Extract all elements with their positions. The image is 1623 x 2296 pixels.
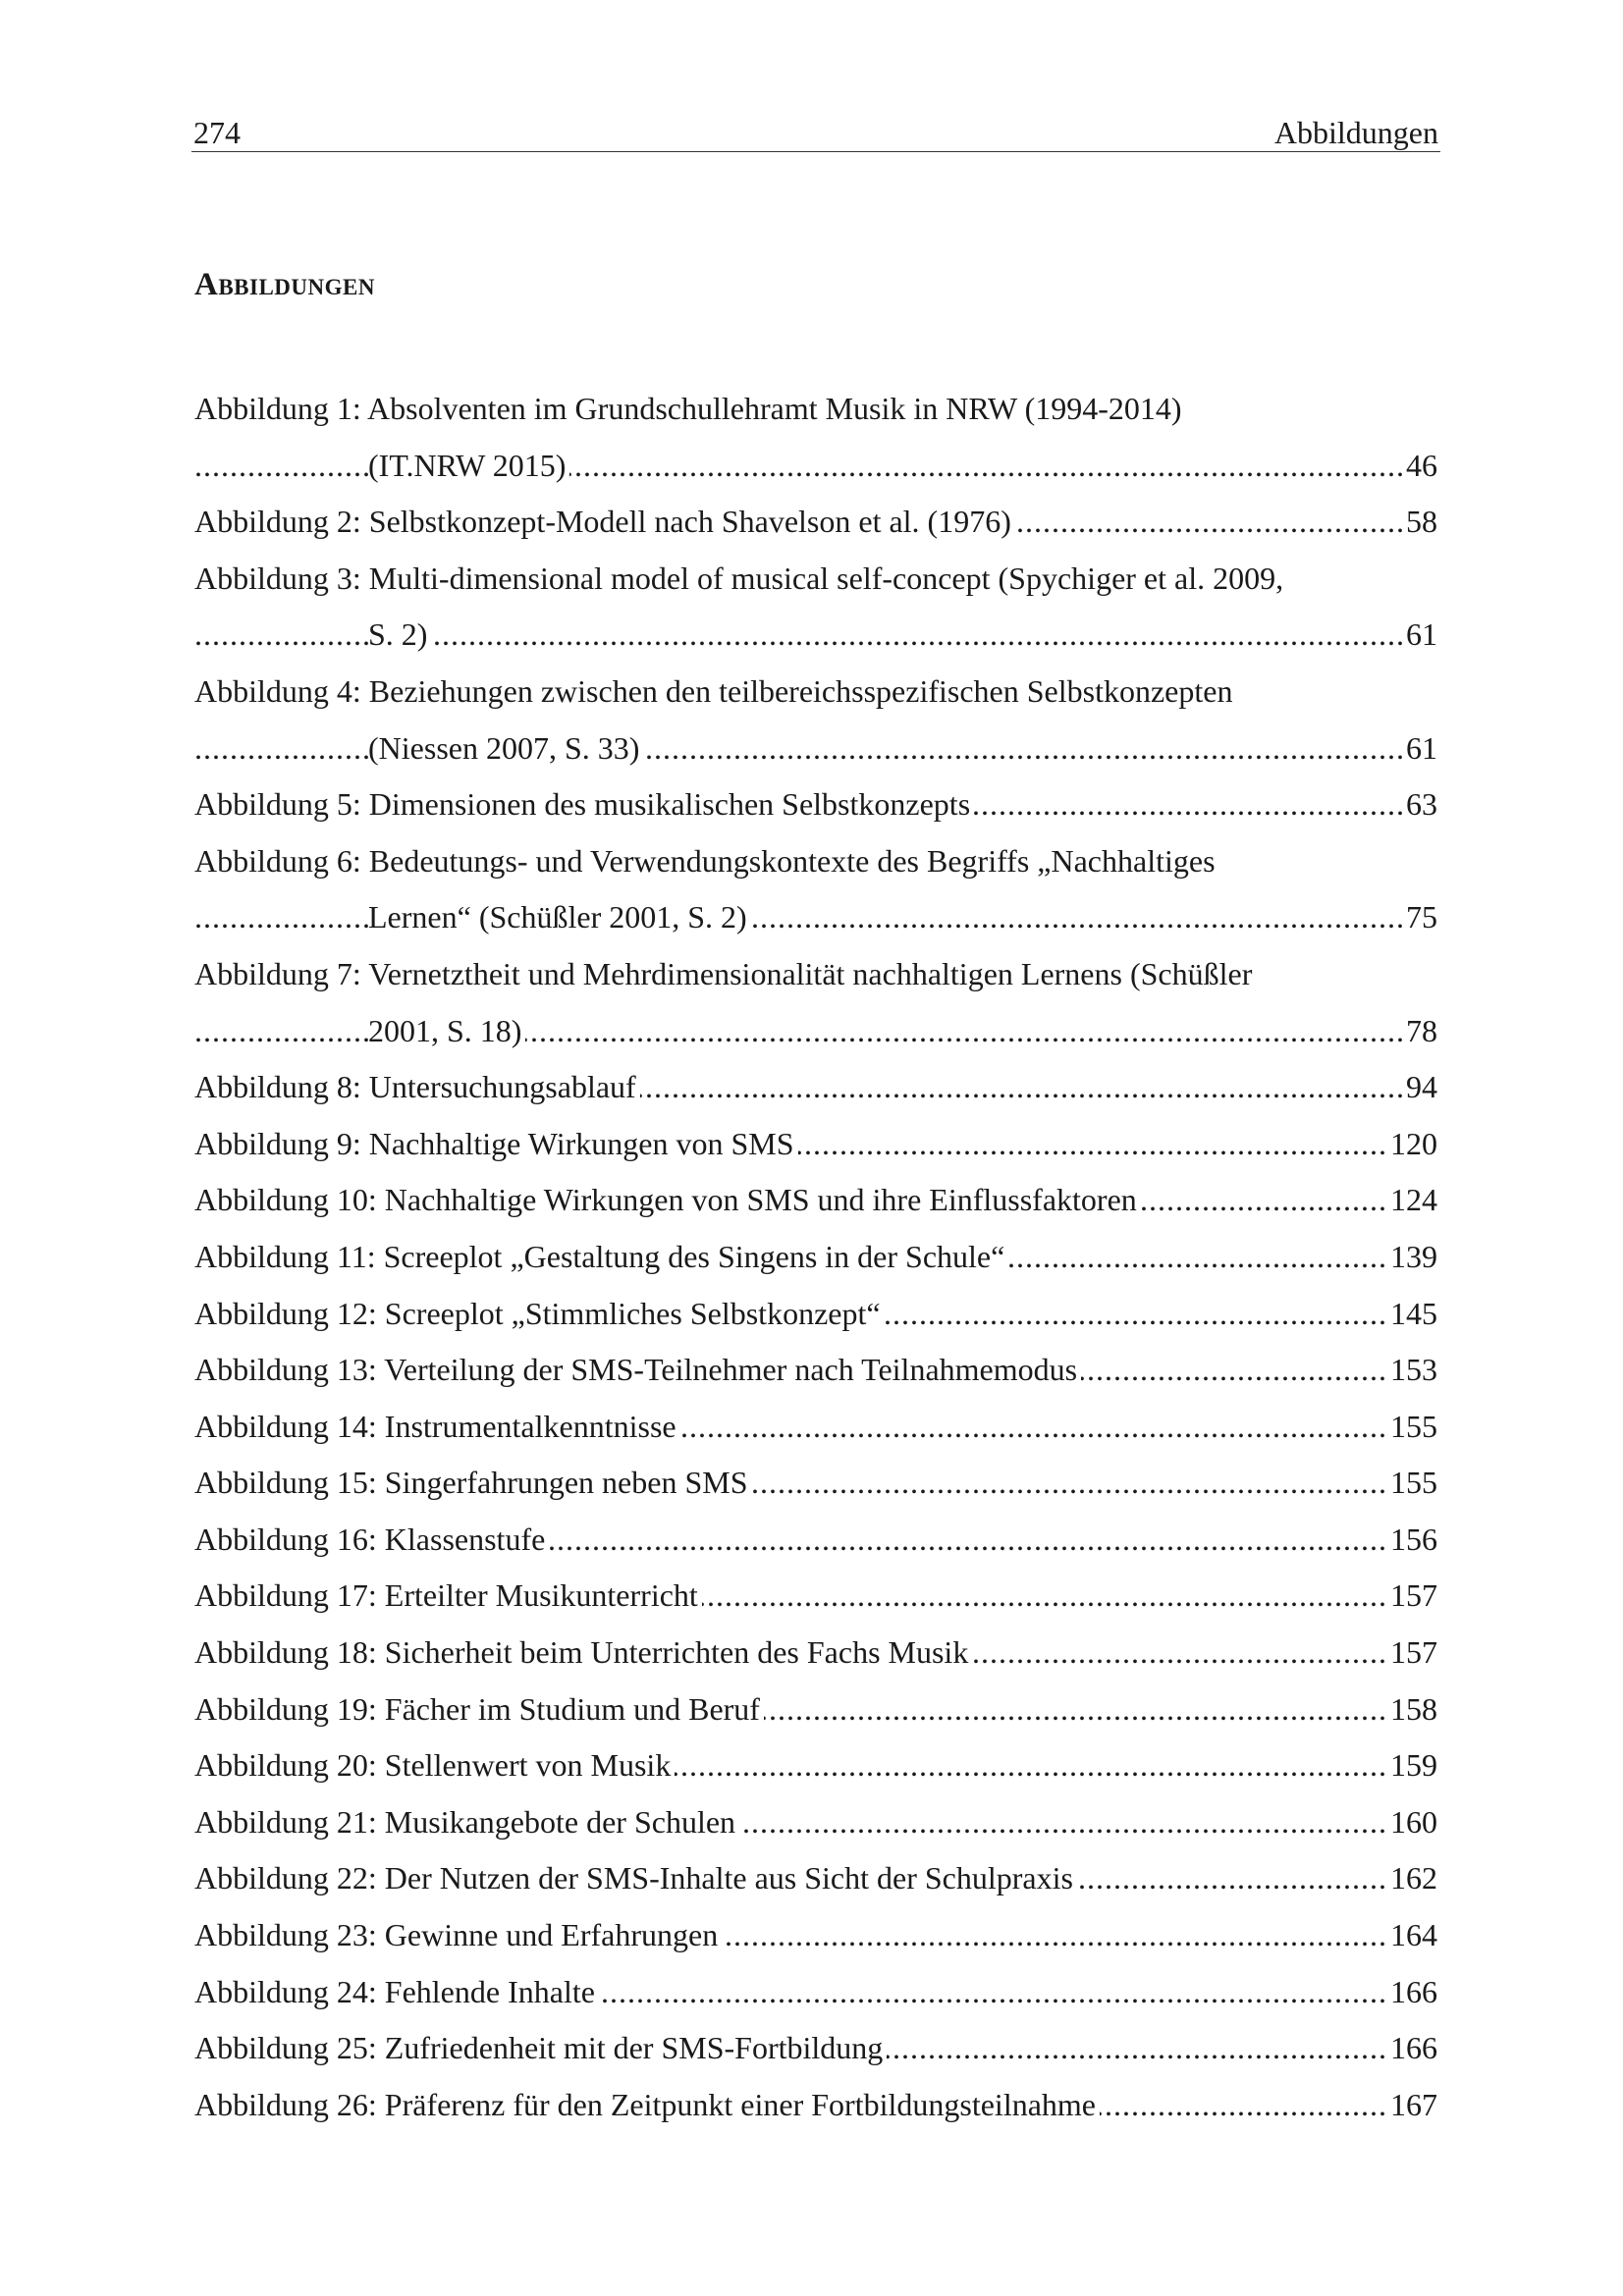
toc-entry (194, 2087, 1437, 2144)
toc-entry-page: 153 (1387, 1352, 1437, 1388)
toc-entry-label: Abbildung 25: Zufriedenheit mit der SMS-Fortbildung (194, 2030, 887, 2066)
toc-entry (194, 1691, 1437, 1748)
toc-entry-label: Abbildung 3: Multi-dimensional model of musical self-concept (Spychiger et al. 2009, (194, 561, 1287, 597)
toc-entry (194, 391, 1437, 448)
toc-entry-label: Abbildung 18: Sicherheit beim Unterrichten des Fachs Musik (194, 1634, 972, 1671)
toc-entry (194, 1069, 1437, 1126)
toc-entry-label: Abbildung 8: Untersuchungsablauf (194, 1069, 640, 1105)
toc-entry (194, 1465, 1437, 1522)
toc-entry-label: Abbildung 20: Stellenwert von Musik (194, 1747, 675, 1784)
toc-entry (194, 1522, 1437, 1578)
toc-entry-page: 156 (1387, 1522, 1437, 1558)
toc-entry-label: Abbildung 11: Screeplot „Gestaltung des Singens in der Schule“ (194, 1239, 1008, 1275)
toc-entry-label: Abbildung 4: Beziehungen zwischen den teilbereichsspezifischen Selbstkonzepten (194, 673, 1236, 710)
toc-entry (194, 561, 1437, 617)
toc-entry-label-continued: 2001, S. 18) (368, 1013, 525, 1049)
toc-entry (194, 1296, 1437, 1353)
toc-entry (194, 1126, 1437, 1183)
toc-entry (194, 1239, 1437, 1296)
running-header (191, 106, 1440, 152)
toc-entry (194, 1747, 1437, 1804)
running-title: Abbildungen (1273, 115, 1438, 150)
toc-entry-label: Abbildung 21: Musikangebote der Schulen (194, 1804, 739, 1841)
toc-entry (194, 843, 1437, 900)
toc-entry-label: Abbildung 7: Vernetztheit und Mehrdimensionalität nachhaltigen Lernens (Schüßler (194, 956, 1256, 992)
toc-entry-page: 139 (1387, 1239, 1437, 1275)
toc-entry-continuation (194, 448, 1437, 505)
toc-entry (194, 1804, 1437, 1861)
toc-entry-page: 46 (1403, 448, 1437, 484)
toc-entry (194, 1182, 1437, 1239)
toc-entry-page: 58 (1403, 504, 1437, 540)
toc-entry (194, 1409, 1437, 1466)
toc-entry-label: Abbildung 1: Absolventen im Grundschullehramt Musik in NRW (1994-2014) (194, 391, 1186, 427)
toc-entry-label: Abbildung 19: Fächer im Studium und Beruf (194, 1691, 764, 1728)
toc-entry-label: Abbildung 10: Nachhaltige Wirkungen von SMS und ihre Einflussfaktoren (194, 1182, 1141, 1218)
toc-entry-label: Abbildung 26: Präferenz für den Zeitpunkt einer Fortbildungsteilnahme (194, 2087, 1100, 2123)
toc-entry-page: 166 (1387, 1974, 1437, 2010)
toc-entry-label: Abbildung 13: Verteilung der SMS-Teilnehmer nach Teilnahmemodus (194, 1352, 1081, 1388)
toc-entry-label: Abbildung 15: Singerfahrungen neben SMS (194, 1465, 752, 1501)
toc-entry (194, 1352, 1437, 1409)
toc-entry-page: 159 (1387, 1747, 1437, 1784)
toc-entry (194, 956, 1437, 1013)
toc-entry-page: 157 (1387, 1634, 1437, 1671)
toc-entry-continuation (194, 616, 1437, 673)
toc-entry (194, 504, 1437, 561)
toc-entry-label-continued: (Niessen 2007, S. 33) (368, 730, 643, 767)
toc-entry-page: 61 (1403, 730, 1437, 767)
list-of-figures (194, 391, 1437, 2143)
toc-entry-page: 155 (1387, 1465, 1437, 1501)
page-number: 274 (193, 115, 241, 150)
toc-entry-page: 145 (1387, 1296, 1437, 1332)
toc-entry-label: Abbildung 24: Fehlende Inhalte (194, 1974, 599, 2010)
toc-entry-page: 162 (1387, 1860, 1437, 1896)
toc-entry (194, 1577, 1437, 1634)
toc-entry-label: Abbildung 6: Bedeutungs- und Verwendungskontexte des Begriffs „Nachhaltiges (194, 843, 1219, 880)
toc-entry-continuation (194, 1013, 1437, 1070)
toc-entry-page: 158 (1387, 1691, 1437, 1728)
toc-entry-page: 166 (1387, 2030, 1437, 2066)
toc-entry-label: Abbildung 12: Screeplot „Stimmliches Selbstkonzept“ (194, 1296, 885, 1332)
toc-entry-page: 78 (1403, 1013, 1437, 1049)
toc-entry-label: Abbildung 23: Gewinne und Erfahrungen (194, 1917, 722, 1953)
toc-entry-label: Abbildung 2: Selbstkonzept-Modell nach Shavelson et al. (1976) (194, 504, 1015, 540)
toc-entry-page: 160 (1387, 1804, 1437, 1841)
toc-entry-label-continued: S. 2) (368, 616, 431, 653)
toc-entry-label: Abbildung 16: Klassenstufe (194, 1522, 549, 1558)
toc-entry-page: 75 (1403, 899, 1437, 935)
toc-entry-page: 164 (1387, 1917, 1437, 1953)
toc-entry-label-continued: Lernen“ (Schüßler 2001, S. 2) (368, 899, 751, 935)
toc-entry-continuation (194, 899, 1437, 956)
toc-entry (194, 1634, 1437, 1691)
toc-entry (194, 673, 1437, 730)
toc-entry-page: 124 (1387, 1182, 1437, 1218)
toc-entry-page: 157 (1387, 1577, 1437, 1614)
toc-entry (194, 2030, 1437, 2087)
toc-entry-label: Abbildung 9: Nachhaltige Wirkungen von SMS (194, 1126, 798, 1162)
toc-entry-page: 61 (1403, 616, 1437, 653)
toc-entry (194, 1860, 1437, 1917)
toc-entry-label: Abbildung 14: Instrumentalkenntnisse (194, 1409, 680, 1445)
toc-entry-page: 167 (1387, 2087, 1437, 2123)
toc-entry-label: Abbildung 17: Erteilter Musikunterricht (194, 1577, 702, 1614)
toc-entry (194, 1974, 1437, 2031)
section-heading: Abbildungen (194, 267, 375, 302)
toc-entry-page: 120 (1387, 1126, 1437, 1162)
toc-entry (194, 1917, 1437, 1974)
toc-entry-label: Abbildung 22: Der Nutzen der SMS-Inhalte aus Sicht der Schulpraxis (194, 1860, 1077, 1896)
toc-entry-page: 155 (1387, 1409, 1437, 1445)
toc-entry-page: 94 (1403, 1069, 1437, 1105)
toc-entry-label: Abbildung 5: Dimensionen des musikalischen Selbstkonzepts (194, 786, 974, 823)
toc-entry-label-continued: (IT.NRW 2015) (368, 448, 569, 484)
toc-entry-page: 63 (1403, 786, 1437, 823)
toc-entry-continuation (194, 730, 1437, 787)
toc-entry (194, 786, 1437, 843)
